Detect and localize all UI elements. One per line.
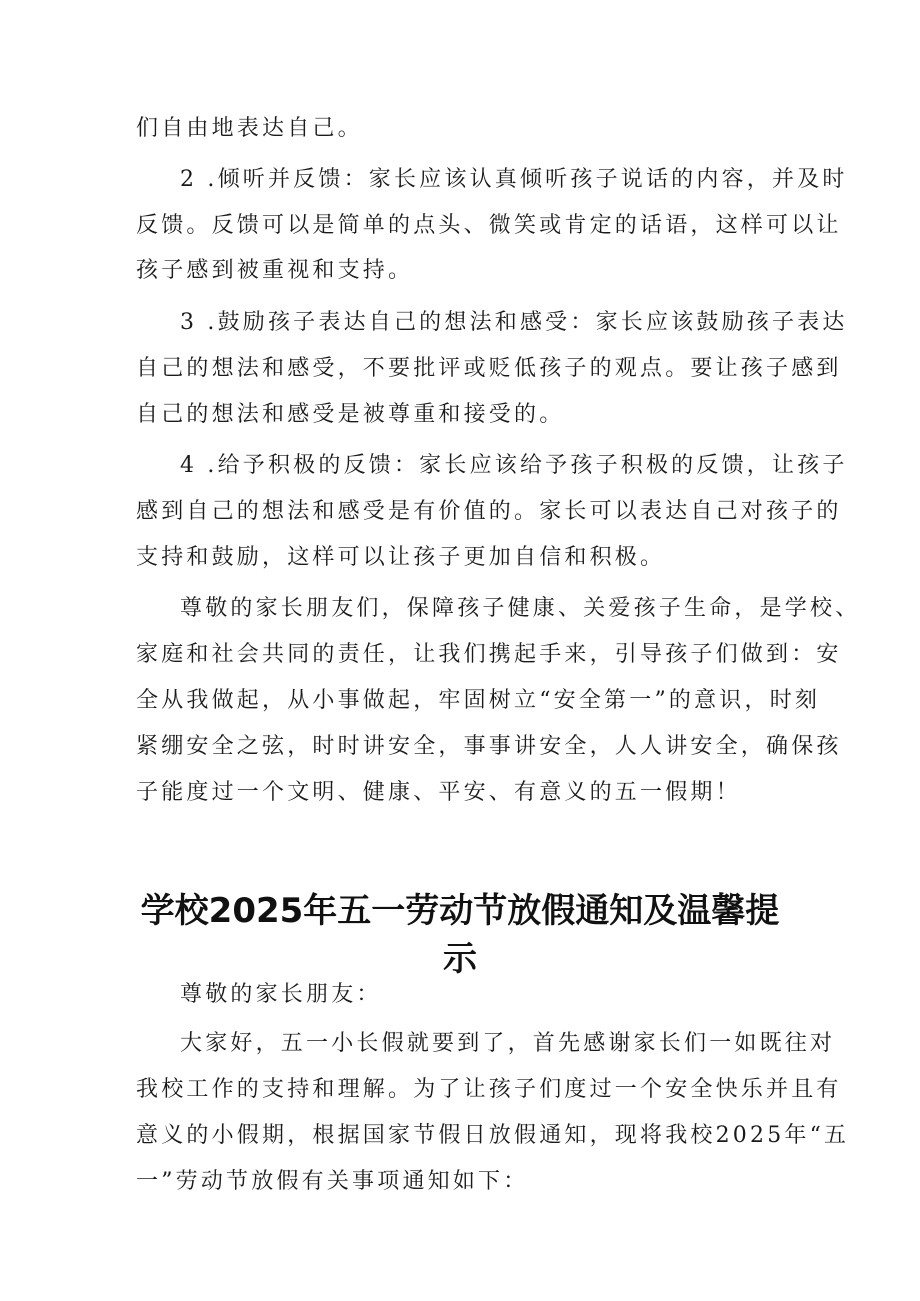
list-item-3-line: 自己的想法和感受，不要批评或贬低孩子的观点。要让孩子感到 <box>136 356 842 381</box>
list-item-3-line: 自己的想法和感受是被尊重和接受的。 <box>136 402 565 427</box>
closing-paragraph-line: 子能度过一个文明、健康、平安、有意义的五一假期！ <box>136 780 741 805</box>
notice-paragraph-line: 大家好，五一小长假就要到了，首先感谢家长们一如既往对 <box>180 1031 836 1056</box>
notice-paragraph-line: 意义的小假期，根据国家节假日放假通知，现将我校2025年“五 <box>136 1123 850 1148</box>
closing-paragraph-line: 全从我做起，从小事做起，牢固树立“安全第一”的意识，时刻 <box>136 688 821 713</box>
closing-paragraph-line: 紧绷安全之弦，时时讲安全，事事讲安全，人人讲安全，确保孩 <box>136 734 842 759</box>
notice-title-line-2: 示 <box>443 939 477 979</box>
list-item-2-line: 孩子感到被重视和支持。 <box>136 258 414 283</box>
list-item-4-line: 感到自己的想法和感受是有价值的。家长可以表达自己对孩子的 <box>136 499 842 524</box>
closing-paragraph-line: 家庭和社会共同的责任，让我们携起手来，引导孩子们做到：安 <box>136 642 842 667</box>
closing-paragraph-line: 尊敬的家长朋友们，保障孩子健康、关爱孩子生命，是学校、 <box>180 596 861 621</box>
body-line: 们自由地表达自己。 <box>136 116 363 141</box>
notice-greeting: 尊敬的家长朋友： <box>180 982 382 1007</box>
notice-title-line-1: 学校2025年五一劳动节放假通知及温馨提 <box>140 891 780 931</box>
list-item-2-line: 2 .倾听并反馈：家长应该认真倾听孩子说话的内容，并及时 <box>180 167 848 192</box>
list-item-4-line: 支持和鼓励，这样可以让孩子更加自信和积极。 <box>136 545 666 570</box>
list-item-2-line: 反馈。反馈可以是简单的点头、微笑或肯定的话语，这样可以让 <box>136 213 842 238</box>
notice-paragraph-line: 我校工作的支持和理解。为了让孩子们度过一个安全快乐并且有 <box>136 1077 842 1102</box>
list-item-4-line: 4 .给予积极的反馈：家长应该给予孩子积极的反馈，让孩子 <box>180 453 848 478</box>
list-item-3-line: 3 .鼓励孩子表达自己的想法和感受：家长应该鼓励孩子表达 <box>180 310 848 335</box>
notice-paragraph-line: 一”劳动节放假有关事项通知如下： <box>136 1169 529 1194</box>
